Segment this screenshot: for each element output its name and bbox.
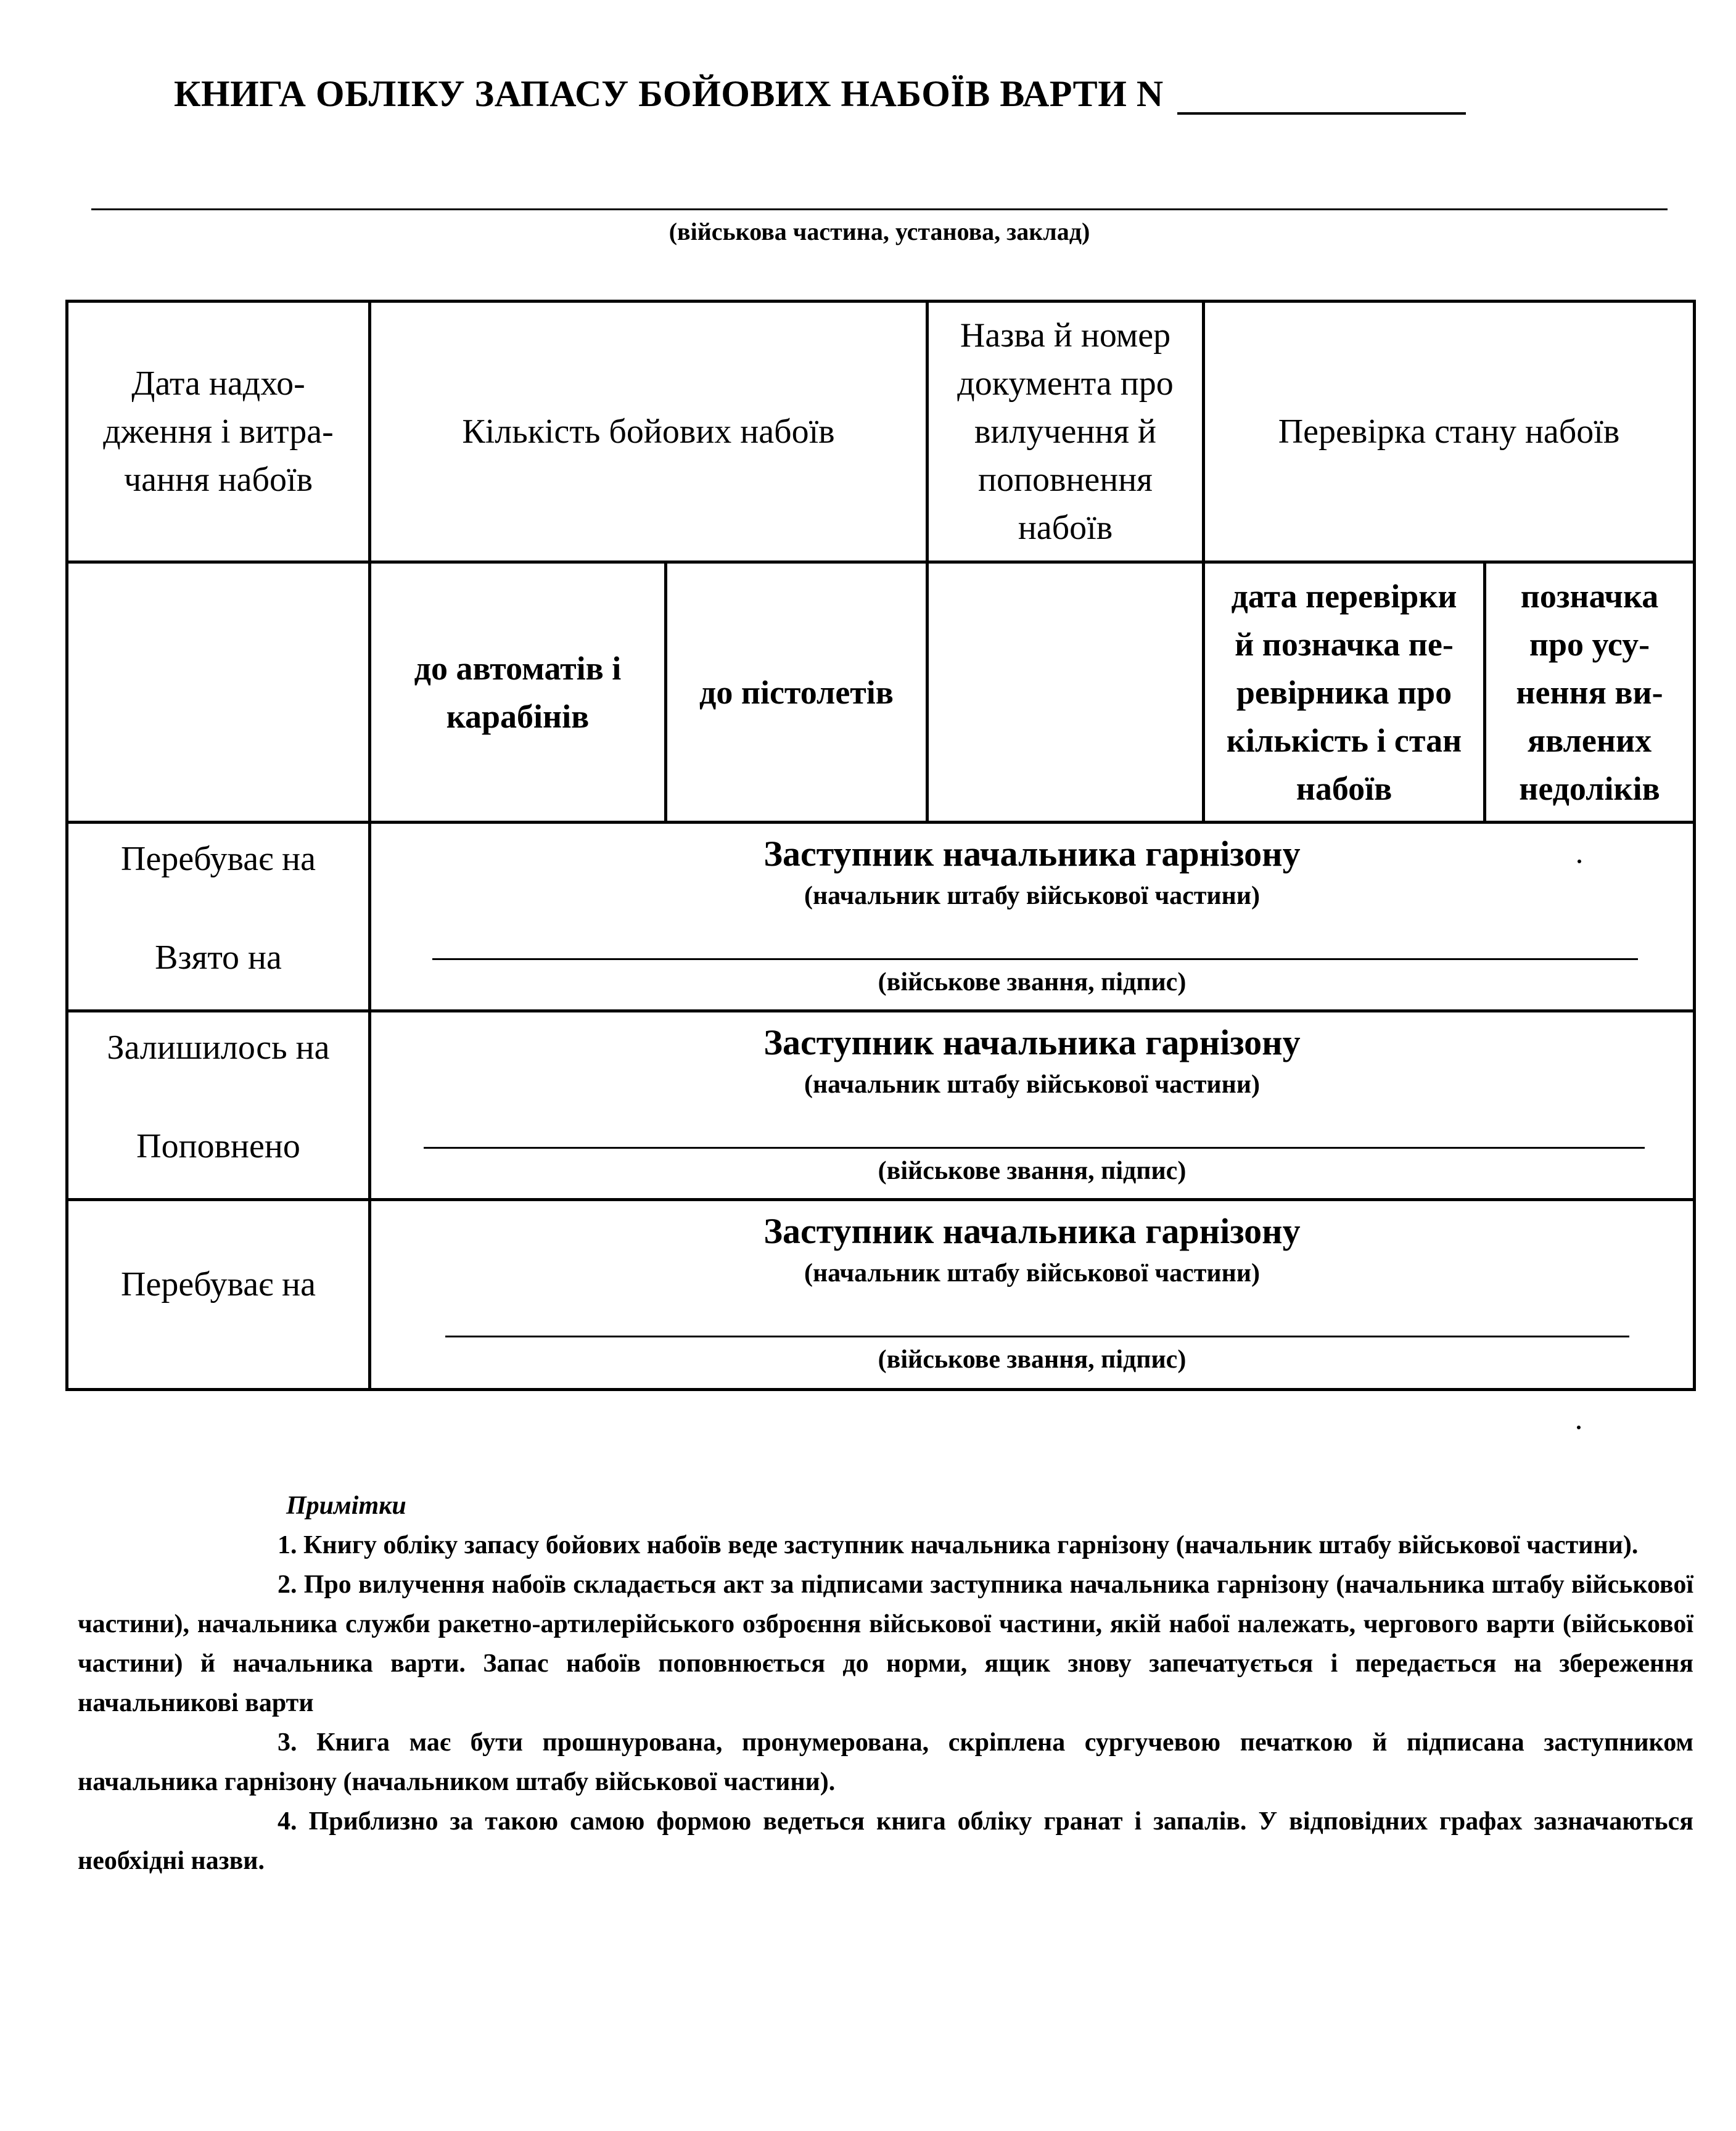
row-1-signature-caption: (військове звання, підпис): [878, 968, 1187, 996]
row-2-signature-line: [424, 1147, 1645, 1149]
title-text: КНИГА ОБЛІКУ ЗАПАСУ БОЙОВИХ НАБОЇВ ВАРТИ N: [174, 73, 1164, 114]
row-1-signature-subtitle: (начальник штабу військової частини): [804, 882, 1261, 910]
header-date: Дата надхо- дження і витра- чання набоїв: [103, 364, 334, 499]
grid-line: [68, 1009, 1693, 1012]
page-title: [174, 73, 1466, 115]
row-3-signature-title: Заступник начальника гарнізону: [763, 1211, 1301, 1251]
row-3-signature-line: [445, 1336, 1629, 1337]
row-3-signature-subtitle: (начальник штабу військової частини): [804, 1259, 1261, 1287]
row-1-label-present: Перебуває на: [121, 840, 316, 878]
notes-heading: Примітки: [286, 1492, 406, 1520]
scan-speck: [1578, 860, 1581, 863]
header-check-cell: [1205, 303, 1693, 560]
row-2-signature-caption: (військове звання, підпис): [878, 1157, 1187, 1185]
subheader-rifles: до автоматів і карабінів: [414, 649, 622, 735]
row-3-signature-caption: (військове звання, підпис): [878, 1345, 1187, 1374]
row-1-signature-title: Заступник начальника гарнізону: [763, 834, 1301, 874]
row-2-label-replenished: Поповнено: [136, 1127, 300, 1165]
scan-speck: [1577, 1426, 1581, 1429]
row-1-label-taken: Взято на: [155, 938, 282, 977]
row-2-signature-subtitle: (начальник штабу військової частини): [804, 1070, 1261, 1099]
header-document-cell: [929, 303, 1202, 560]
grid-line: [68, 821, 1693, 824]
ammo-ledger-table: [65, 300, 1696, 1391]
unit-fill-line: [91, 208, 1668, 210]
note-item: 2. Про вилучення набоїв складається акт за підписами заступника начальника гарнізону (начальника штабу військової частини), начальника служби ракетно-артилерійського озброєння військової частини, якій набої належать, чергового варти (військової частини) й начальника варти. Запас набоїв поповнюється до норми, ящик знову запечатується і передається на збереження начальникові варти: [78, 1571, 1693, 1717]
header-date-cell: [68, 303, 368, 560]
subheader-pistols: до пістолетів: [699, 673, 894, 711]
subheader-check-date-cell: [1205, 564, 1483, 821]
subheader-check-fix: позначка про усу- нення ви- явлених недоліків: [1516, 577, 1663, 807]
note-item: 4. Приблизно за такою самою формою ведеться книга обліку гранат і запалів. У відповідних графах зазначаються необхідні назви.: [78, 1807, 1693, 1875]
header-document: Назва й номер документа про вилучення й поповнення набоїв: [957, 316, 1174, 547]
subheader-check-fix-cell: [1486, 564, 1693, 821]
row-2-signature-title: Заступник начальника гарнізону: [763, 1022, 1301, 1062]
row-3-label-present: Перебуває на: [121, 1265, 316, 1304]
header-quantity-cell: [371, 303, 926, 560]
subheader-check-date: дата перевірки й позначка пе- ревірника про кількість і стан набоїв: [1226, 577, 1462, 807]
note-item: 3. Книга має бути прошнурована, пронумерована, скріплена сургучевою печаткою й підписана заступником начальника гарнізону (начальником штабу військової частини).: [78, 1728, 1693, 1796]
note-item: 1. Книгу обліку запасу бойових набоїв веде заступник начальника гарнізону (начальник штабу військової частини).: [278, 1531, 1639, 1559]
subheader-pistols-cell: [667, 564, 926, 821]
notes-section: [78, 1486, 1693, 1881]
subheader-rifles-cell: [371, 564, 664, 821]
grid-line: [68, 1198, 1693, 1201]
guard-number-blank: [1177, 112, 1466, 115]
row-1-signature-line: [432, 958, 1638, 960]
unit-caption: (військова частина, установа, заклад): [668, 218, 1090, 245]
row-2-label-remaining: Залишилось на: [107, 1029, 330, 1067]
header-check: Перевірка стану набоїв: [1278, 413, 1620, 451]
header-quantity: Кількість бойових набоїв: [462, 413, 835, 451]
